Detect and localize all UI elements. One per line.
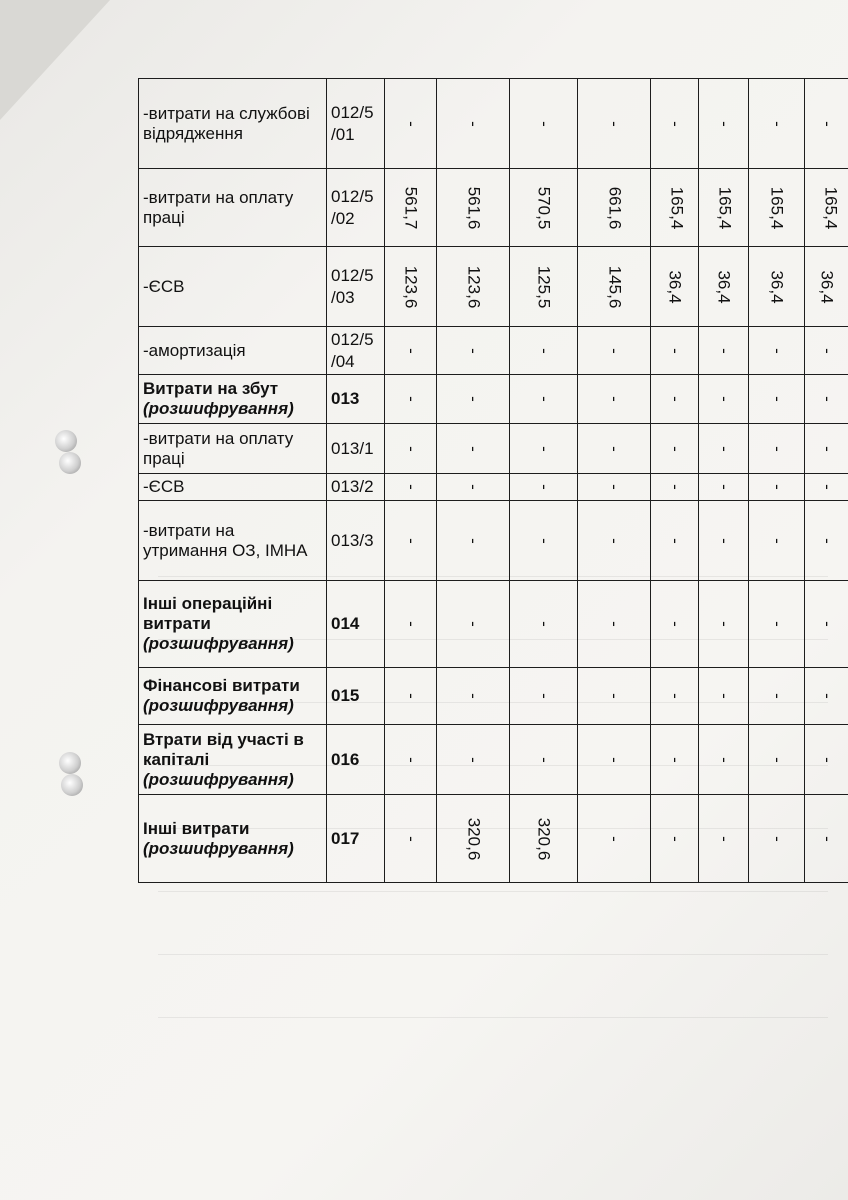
- value-cell: [651, 501, 699, 581]
- value-cell: [651, 668, 699, 725]
- value-cell: [385, 795, 437, 883]
- value-cell: [805, 581, 848, 668]
- value-cell: [385, 79, 437, 169]
- row-code: 012/5 /03: [327, 247, 385, 327]
- value-cell: [385, 424, 437, 474]
- value-text: 570,5: [534, 186, 554, 229]
- value-cell: [651, 795, 699, 883]
- value-cell: [805, 725, 848, 795]
- value-cell: [805, 327, 848, 375]
- value-text: -: [714, 835, 734, 842]
- value-cell: [699, 581, 749, 668]
- row-label-text: Інші витрати: [143, 818, 250, 838]
- value-cell: [385, 474, 437, 501]
- value-cell: [510, 79, 578, 169]
- value-cell: [385, 327, 437, 375]
- value-text: -: [817, 835, 837, 842]
- value-cell: [385, 668, 437, 725]
- row-label: [139, 725, 327, 795]
- value-cell: [805, 795, 848, 883]
- value-text: 36,4: [714, 269, 734, 304]
- value-cell: [578, 474, 651, 501]
- row-label-text: -витрати на оплату праці: [143, 428, 294, 468]
- value-cell: [510, 795, 578, 883]
- punch-hole-icon: [59, 452, 81, 474]
- value-text: -: [714, 621, 734, 627]
- table-row: [139, 725, 848, 795]
- row-label: [139, 247, 327, 327]
- value-cell: [385, 375, 437, 424]
- row-label-text: -ЄСВ: [143, 276, 185, 296]
- table-row: [139, 474, 848, 501]
- value-text: -: [665, 120, 685, 127]
- value-text: 123,6: [401, 265, 421, 308]
- value-text: -: [714, 120, 734, 127]
- value-cell: [749, 79, 805, 169]
- value-cell: [437, 79, 510, 169]
- value-cell: [510, 327, 578, 375]
- value-cell: [510, 424, 578, 474]
- row-label-subtitle: (розшифрування): [143, 634, 294, 653]
- value-text: -: [604, 445, 624, 452]
- value-text: 36,4: [665, 269, 685, 304]
- row-label-text: Інші операційні витрати: [143, 594, 273, 633]
- punch-hole-icon: [59, 752, 81, 774]
- value-text: -: [534, 484, 554, 490]
- row-code: 012/5 /02: [327, 169, 385, 247]
- punch-hole-icon: [61, 774, 83, 796]
- row-code: 013/3: [327, 501, 385, 581]
- row-code: 016: [327, 725, 385, 795]
- value-cell: [805, 668, 848, 725]
- value-cell: [805, 169, 848, 247]
- value-cell: [699, 79, 749, 169]
- row-label: [139, 501, 327, 581]
- value-cell: [437, 795, 510, 883]
- value-text: 165,4: [767, 186, 787, 229]
- value-text: 165,4: [715, 186, 735, 229]
- value-cell: [385, 169, 437, 247]
- value-cell: [437, 501, 510, 581]
- value-text: -: [463, 693, 483, 699]
- table-row: [139, 247, 848, 327]
- value-cell: [510, 581, 578, 668]
- value-text: -: [401, 621, 421, 627]
- value-cell: [651, 327, 699, 375]
- value-text: 320,6: [463, 817, 483, 860]
- value-cell: [699, 169, 749, 247]
- value-text: -: [817, 484, 837, 490]
- value-cell: [749, 581, 805, 668]
- value-cell: [749, 169, 805, 247]
- row-label-subtitle: (розшифрування): [143, 399, 294, 418]
- row-code: 014: [327, 581, 385, 668]
- value-text: -: [767, 347, 787, 354]
- row-code: 012/5 /04: [327, 327, 385, 375]
- value-cell: [437, 375, 510, 424]
- table-row: [139, 581, 848, 668]
- value-text: -: [463, 445, 483, 452]
- row-label-text: -ЄСВ: [143, 477, 185, 496]
- value-text: -: [665, 537, 685, 544]
- value-text: -: [817, 693, 837, 699]
- value-cell: [510, 501, 578, 581]
- value-cell: [699, 668, 749, 725]
- value-text: -: [767, 621, 787, 627]
- row-label: [139, 581, 327, 668]
- value-text: 320,6: [534, 817, 554, 860]
- value-cell: [578, 668, 651, 725]
- table-row: [139, 79, 848, 169]
- value-text: -: [767, 537, 787, 544]
- value-cell: [651, 247, 699, 327]
- value-text: -: [714, 347, 734, 354]
- table-row: [139, 501, 848, 581]
- value-text: -: [401, 756, 421, 763]
- value-cell: [437, 247, 510, 327]
- value-text: -: [604, 621, 624, 627]
- value-text: -: [534, 120, 554, 127]
- row-label: [139, 375, 327, 424]
- value-text: -: [665, 396, 685, 402]
- value-cell: [385, 725, 437, 795]
- table-row: [139, 424, 848, 474]
- value-cell: [749, 247, 805, 327]
- value-text: -: [714, 445, 734, 452]
- value-cell: [805, 474, 848, 501]
- value-text: -: [767, 484, 787, 490]
- row-label-text: Фінансові витрати: [143, 676, 300, 695]
- value-text: -: [463, 756, 483, 763]
- value-text: -: [714, 693, 734, 699]
- value-cell: [699, 327, 749, 375]
- value-text: -: [665, 756, 685, 763]
- row-code: 013: [327, 375, 385, 424]
- value-cell: [749, 795, 805, 883]
- value-text: -: [767, 835, 787, 842]
- value-text: -: [817, 537, 837, 544]
- value-text: -: [604, 537, 624, 544]
- value-cell: [805, 375, 848, 424]
- value-cell: [805, 247, 848, 327]
- value-text: -: [817, 621, 837, 627]
- value-text: -: [534, 396, 554, 402]
- value-cell: [437, 327, 510, 375]
- folded-corner: [0, 0, 110, 120]
- value-text: -: [767, 396, 787, 402]
- value-text: -: [817, 756, 837, 763]
- table-row: [139, 327, 848, 375]
- value-cell: [510, 247, 578, 327]
- value-cell: [651, 474, 699, 501]
- value-text: -: [534, 756, 554, 763]
- value-cell: [578, 169, 651, 247]
- value-cell: [437, 474, 510, 501]
- value-text: -: [401, 396, 421, 402]
- value-text: -: [665, 835, 685, 842]
- value-text: -: [665, 445, 685, 452]
- row-label-text: -витрати на службові відрядження: [143, 103, 310, 143]
- value-cell: [437, 668, 510, 725]
- row-label-text: -витрати на оплату праці: [143, 187, 294, 227]
- value-text: -: [463, 537, 483, 544]
- value-cell: [749, 474, 805, 501]
- value-cell: [749, 327, 805, 375]
- value-cell: [699, 725, 749, 795]
- value-cell: [437, 424, 510, 474]
- value-text: -: [401, 484, 421, 490]
- value-cell: [578, 424, 651, 474]
- value-cell: [749, 375, 805, 424]
- value-cell: [699, 795, 749, 883]
- value-text: -: [817, 120, 837, 127]
- table-row: [139, 795, 848, 883]
- row-label-text: Витрати на збут: [143, 379, 279, 398]
- value-text: 125,5: [534, 265, 554, 308]
- value-cell: [749, 725, 805, 795]
- row-code: 012/5 /01: [327, 79, 385, 169]
- value-cell: [578, 79, 651, 169]
- value-cell: [805, 501, 848, 581]
- value-text: -: [767, 756, 787, 763]
- value-cell: [385, 501, 437, 581]
- value-cell: [578, 327, 651, 375]
- row-code: 017: [327, 795, 385, 883]
- value-text: -: [665, 621, 685, 627]
- value-text: -: [604, 396, 624, 402]
- row-label: [139, 169, 327, 247]
- row-label-text: -витрати на утримання ОЗ, ІМНА: [143, 520, 308, 560]
- value-text: -: [665, 484, 685, 490]
- row-code: 013/1: [327, 424, 385, 474]
- value-cell: [749, 501, 805, 581]
- value-text: -: [714, 756, 734, 763]
- value-text: 145,6: [604, 265, 624, 308]
- value-cell: [578, 247, 651, 327]
- value-text: -: [817, 396, 837, 402]
- value-text: 36,4: [767, 269, 787, 304]
- value-cell: [699, 474, 749, 501]
- row-label: [139, 474, 327, 501]
- value-text: -: [767, 120, 787, 127]
- value-text: -: [401, 120, 421, 127]
- expenses-table: [138, 78, 848, 883]
- value-text: -: [534, 445, 554, 452]
- value-text: 36,4: [817, 269, 837, 304]
- row-code: 015: [327, 668, 385, 725]
- value-cell: [578, 375, 651, 424]
- value-cell: [699, 501, 749, 581]
- value-cell: [651, 424, 699, 474]
- value-cell: [578, 725, 651, 795]
- row-label-text: -амортизація: [143, 340, 246, 360]
- value-text: -: [767, 445, 787, 452]
- value-text: -: [534, 347, 554, 354]
- punch-hole-icon: [55, 430, 77, 452]
- value-cell: [749, 668, 805, 725]
- value-text: -: [714, 537, 734, 544]
- value-text: -: [817, 347, 837, 354]
- value-text: -: [604, 835, 624, 842]
- value-text: -: [401, 537, 421, 544]
- value-cell: [510, 668, 578, 725]
- value-cell: [385, 247, 437, 327]
- value-text: -: [714, 396, 734, 402]
- row-label: [139, 424, 327, 474]
- table-row: [139, 668, 848, 725]
- value-cell: [510, 474, 578, 501]
- value-text: -: [463, 347, 483, 354]
- value-text: 561,7: [401, 186, 421, 229]
- value-text: -: [604, 756, 624, 763]
- value-cell: [749, 424, 805, 474]
- value-cell: [437, 169, 510, 247]
- value-cell: [437, 581, 510, 668]
- value-cell: [651, 169, 699, 247]
- value-text: -: [534, 693, 554, 699]
- table-row: [139, 169, 848, 247]
- value-text: -: [767, 693, 787, 699]
- row-label-subtitle: (розшифрування): [143, 696, 294, 715]
- value-text: -: [463, 120, 483, 127]
- value-text: -: [604, 347, 624, 354]
- value-cell: [651, 79, 699, 169]
- row-label: [139, 327, 327, 375]
- value-cell: [510, 375, 578, 424]
- row-label-text: Втрати від участі в капіталі: [143, 729, 304, 769]
- value-cell: [805, 79, 848, 169]
- value-text: -: [665, 347, 685, 354]
- value-text: -: [817, 445, 837, 452]
- row-label: [139, 79, 327, 169]
- value-text: 661,6: [604, 186, 624, 229]
- value-text: -: [604, 120, 624, 127]
- value-text: -: [401, 445, 421, 452]
- value-text: -: [463, 621, 483, 627]
- value-text: -: [534, 621, 554, 627]
- value-text: 165,4: [667, 186, 687, 229]
- value-text: -: [463, 484, 483, 490]
- value-text: 123,6: [463, 265, 483, 308]
- value-cell: [651, 375, 699, 424]
- row-label: [139, 668, 327, 725]
- value-text: 561,6: [463, 186, 483, 229]
- value-cell: [651, 581, 699, 668]
- value-text: 165,4: [821, 186, 841, 229]
- value-cell: [437, 725, 510, 795]
- row-label: [139, 795, 327, 883]
- table-row: [139, 375, 848, 424]
- value-text: -: [604, 693, 624, 699]
- value-cell: [651, 725, 699, 795]
- value-cell: [699, 247, 749, 327]
- row-label-subtitle: (розшифрування): [143, 838, 294, 858]
- value-text: -: [401, 693, 421, 699]
- value-cell: [385, 581, 437, 668]
- value-cell: [510, 169, 578, 247]
- value-text: -: [401, 347, 421, 354]
- value-text: -: [665, 693, 685, 699]
- value-text: -: [714, 484, 734, 490]
- value-cell: [578, 581, 651, 668]
- value-cell: [510, 725, 578, 795]
- value-text: -: [604, 484, 624, 490]
- value-cell: [699, 424, 749, 474]
- row-code: 013/2: [327, 474, 385, 501]
- value-text: -: [534, 537, 554, 544]
- value-text: -: [463, 396, 483, 402]
- value-cell: [805, 424, 848, 474]
- row-label-subtitle: (розшифрування): [143, 769, 294, 789]
- value-cell: [578, 795, 651, 883]
- value-cell: [578, 501, 651, 581]
- value-text: -: [401, 835, 421, 842]
- value-cell: [699, 375, 749, 424]
